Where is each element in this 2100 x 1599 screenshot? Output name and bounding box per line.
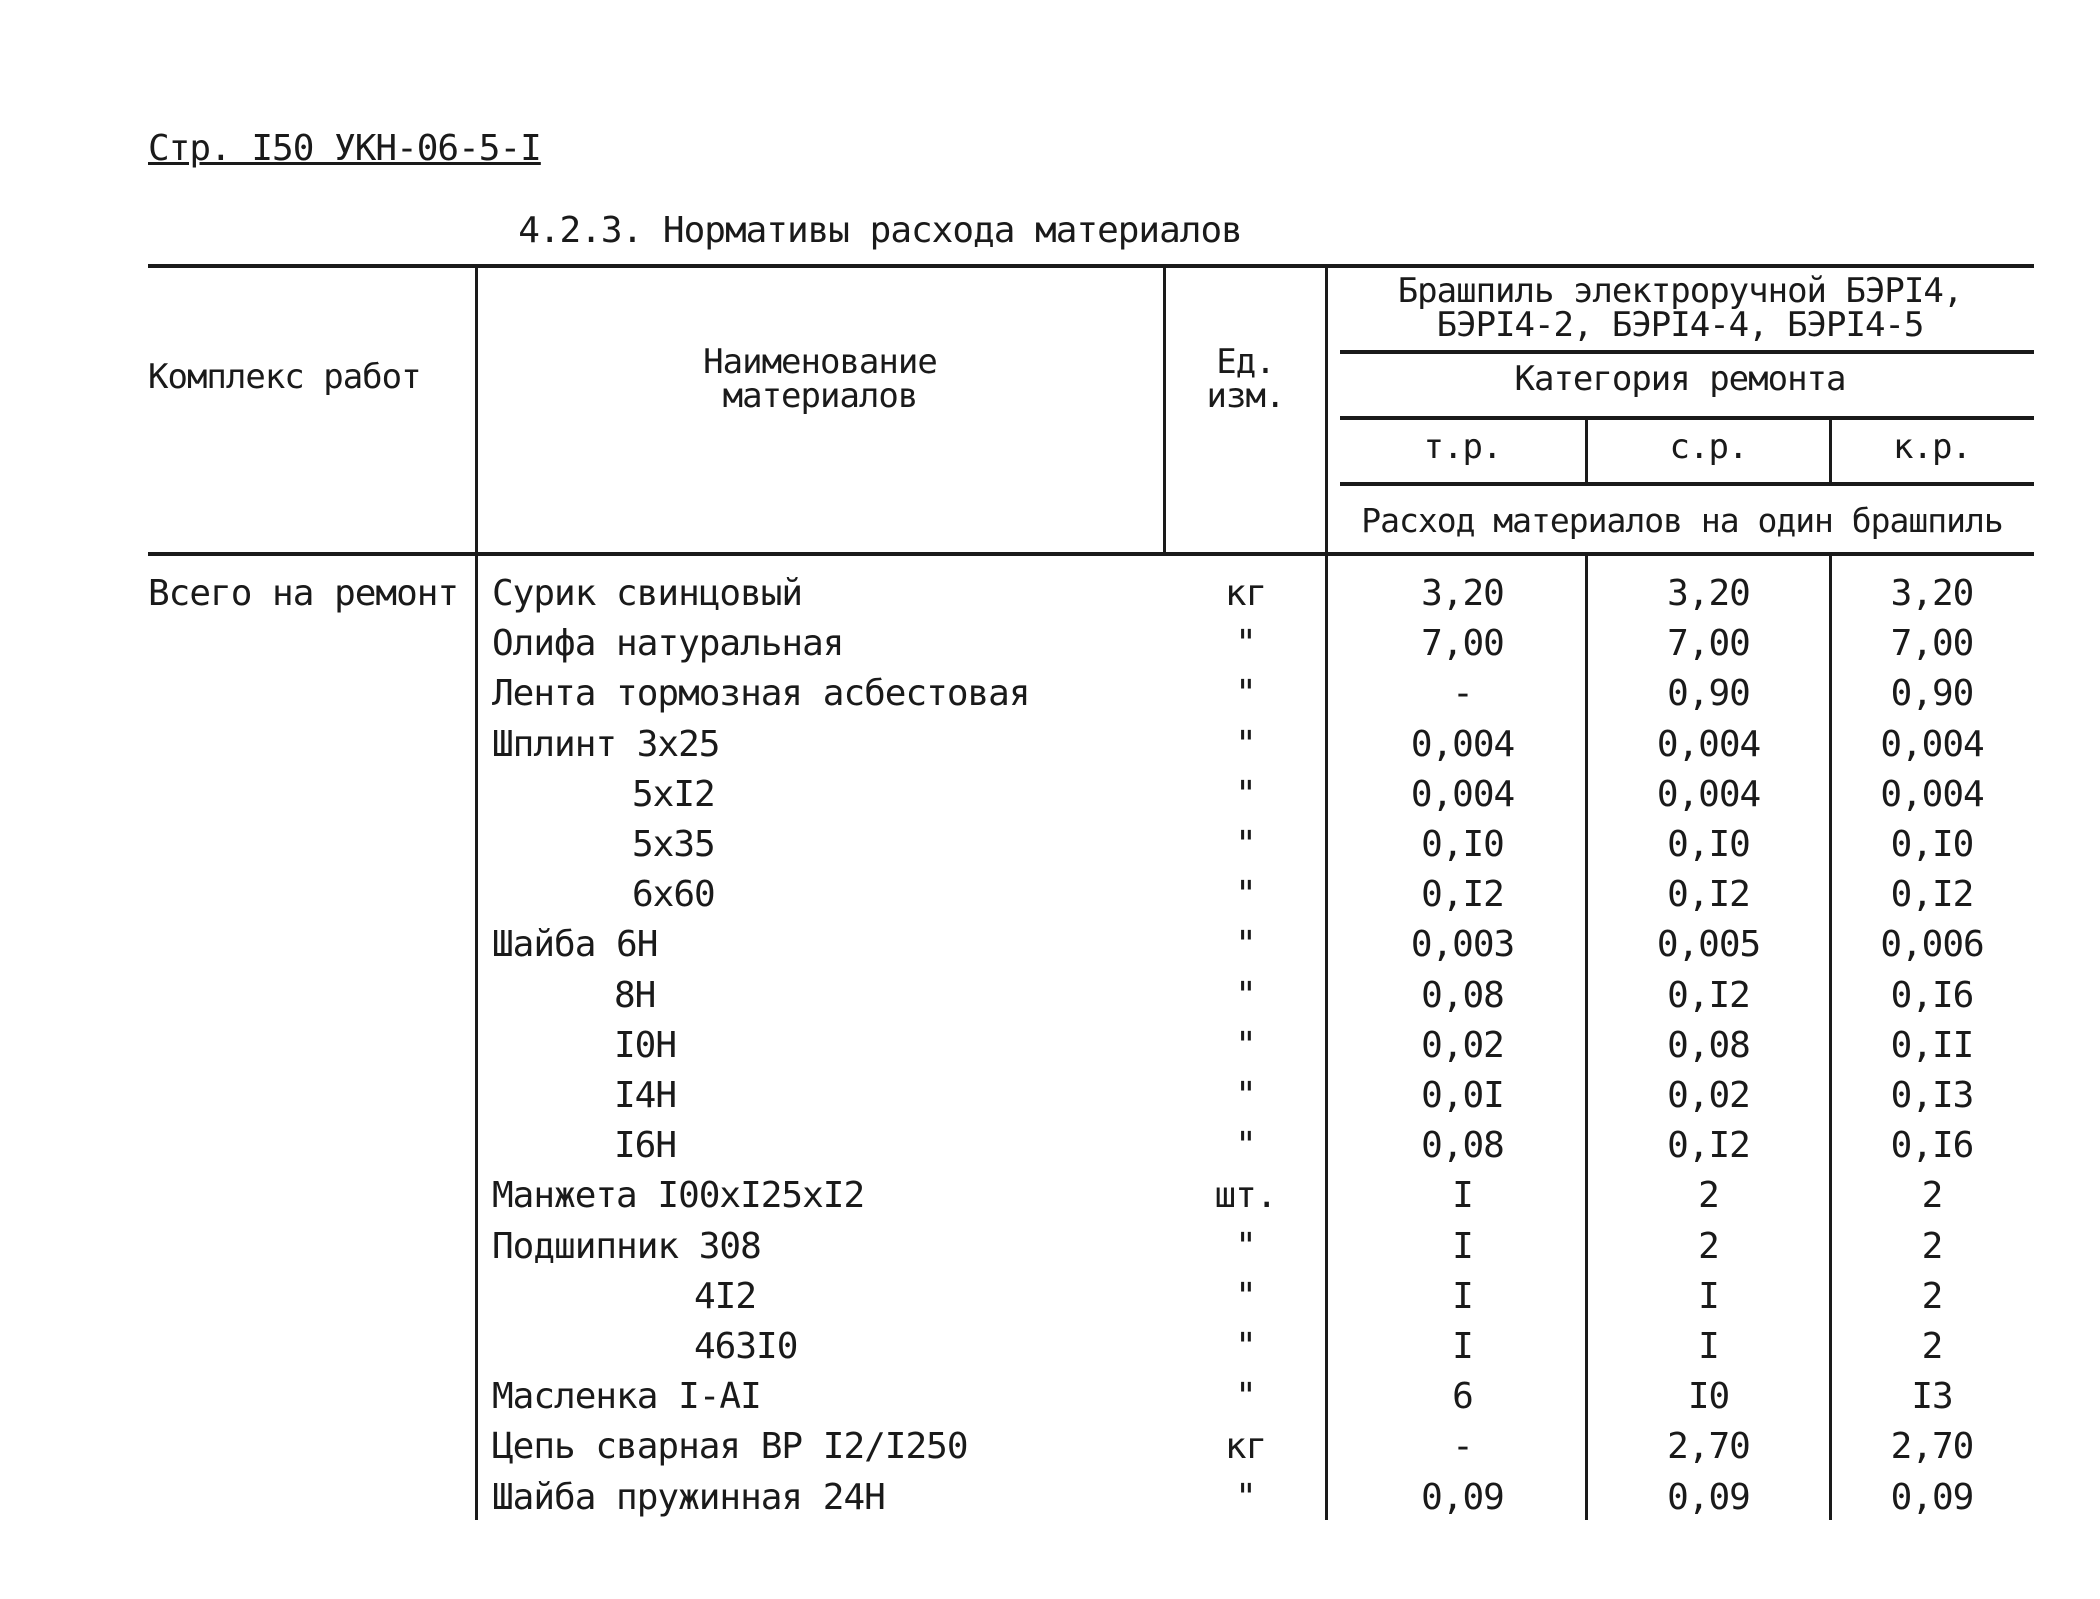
material-unit: кг: [1224, 573, 1267, 614]
equipment-rule: [1340, 350, 2034, 354]
material-unit: ": [1235, 1075, 1256, 1116]
value-sr: 3,20: [1667, 573, 1750, 614]
value-kr: 0,I6: [1890, 1125, 1974, 1166]
value-sr: 0,I2: [1667, 975, 1750, 1016]
material-name: 8Н: [614, 975, 656, 1016]
complex-value: Всего на ремонт: [148, 573, 459, 614]
header-material-name: [480, 342, 1160, 416]
header-repair-category: Категория ремонта: [1514, 359, 1846, 399]
header-equipment: [1330, 271, 2030, 345]
value-tr: I: [1452, 1326, 1473, 1367]
material-unit: ": [1235, 1376, 1256, 1417]
material-unit: ": [1235, 1477, 1256, 1518]
value-tr: 0,09: [1421, 1477, 1504, 1518]
value-sr: 0,004: [1656, 774, 1761, 815]
header-equipment-line2: БЭРI4-2, БЭРI4-4, БЭРI4-5: [1436, 305, 1924, 345]
material-name: Цепь сварная ВР I2/I250: [492, 1426, 968, 1467]
material-name: Манжета I00хI25хI2: [492, 1175, 865, 1216]
value-sr: 7,00: [1667, 623, 1750, 664]
value-kr: I3: [1911, 1376, 1953, 1417]
header-unit: [1168, 342, 1323, 416]
value-sr: 0,08: [1667, 1025, 1750, 1066]
material-unit: ": [1235, 1276, 1256, 1317]
header-consumption: Расход материалов на один брашпиль: [1361, 501, 2003, 540]
header-sr: с.р.: [1669, 427, 1748, 467]
table-top-rule: [148, 264, 2034, 268]
value-kr: 7,00: [1890, 623, 1974, 664]
header-material-name-line2: материалов: [722, 376, 918, 416]
value-tr: 7,00: [1421, 623, 1504, 664]
header-tr: т.р.: [1423, 427, 1502, 467]
header-kr: к.р.: [1893, 427, 1971, 467]
value-sr: 0,09: [1667, 1477, 1750, 1518]
material-unit: ": [1235, 975, 1256, 1016]
header-equipment-line1: Брашпиль электроручной БЭРI4,: [1397, 271, 1963, 311]
value-tr: 0,004: [1410, 774, 1515, 815]
col-divider-unit: [1325, 266, 1328, 1520]
material-unit: ": [1235, 673, 1256, 714]
header-unit-line2: изм.: [1206, 376, 1285, 416]
material-name: I6Н: [614, 1125, 677, 1166]
value-kr: 0,I3: [1890, 1075, 1974, 1116]
material-unit: кг: [1224, 1426, 1267, 1467]
material-name: 463I0: [694, 1326, 798, 1367]
value-sr: 2: [1698, 1175, 1719, 1216]
material-unit: ": [1235, 874, 1256, 915]
material-unit: ": [1235, 1125, 1256, 1166]
value-kr: 2: [1921, 1276, 1943, 1317]
value-sr: 0,004: [1656, 724, 1761, 765]
value-tr: 0,02: [1421, 1025, 1504, 1066]
material-unit: ": [1235, 1226, 1256, 1267]
material-name: Лента тормозная асбестовая: [492, 673, 1030, 714]
value-sr: I0: [1687, 1376, 1730, 1417]
value-tr: 0,I0: [1421, 824, 1504, 865]
value-kr: 2,70: [1890, 1426, 1974, 1467]
value-tr: 0,I2: [1421, 874, 1504, 915]
value-kr: 0,90: [1890, 673, 1974, 714]
value-sr: I: [1698, 1276, 1719, 1317]
header-bottom-rule: [148, 552, 2034, 556]
value-tr: 0,003: [1410, 924, 1515, 965]
material-name: 5х35: [632, 824, 715, 865]
material-unit: ": [1235, 1326, 1256, 1367]
material-unit: ": [1235, 724, 1256, 765]
header-unit-line1: Ед.: [1216, 342, 1275, 382]
value-kr: 0,II: [1890, 1025, 1974, 1066]
material-name: Шайба 6Н: [492, 924, 658, 965]
section-title: 4.2.3. Нормативы расхода материалов: [518, 210, 1242, 251]
material-name: 5хI2: [632, 774, 715, 815]
value-tr: 0,08: [1421, 1125, 1504, 1166]
value-tr: 0,004: [1410, 724, 1515, 765]
value-tr: I: [1452, 1175, 1473, 1216]
value-sr: 0,005: [1656, 924, 1761, 965]
value-sr: 2,70: [1667, 1426, 1750, 1467]
header-complex: Комплекс работ: [148, 357, 421, 397]
category-rule: [1340, 416, 2034, 420]
value-kr: 0,006: [1880, 924, 1984, 965]
col-divider-complex: [475, 266, 478, 1520]
value-tr: I: [1452, 1276, 1473, 1317]
value-tr: I: [1452, 1226, 1473, 1267]
col-divider-name: [1163, 266, 1166, 552]
value-kr: 2: [1921, 1326, 1943, 1367]
value-tr: 0,0I: [1421, 1075, 1504, 1116]
material-unit: ": [1235, 774, 1256, 815]
value-kr: 0,I0: [1890, 824, 1974, 865]
page-reference: Стр. I50 УКН-06-5-I: [148, 128, 541, 169]
value-kr: 0,I6: [1890, 975, 1974, 1016]
value-kr: 0,004: [1880, 774, 1984, 815]
value-kr: 0,I2: [1890, 874, 1974, 915]
material-unit: ": [1235, 623, 1256, 664]
value-kr: 2: [1921, 1226, 1943, 1267]
material-name: Шайба пружинная 24Н: [492, 1477, 885, 1518]
value-sr: 0,02: [1667, 1075, 1750, 1116]
material-name: Сурик свинцовый: [492, 573, 803, 614]
value-tr: -: [1452, 1426, 1473, 1467]
material-unit: ": [1235, 924, 1256, 965]
value-sr: 0,I2: [1667, 1125, 1750, 1166]
material-unit: шт.: [1214, 1175, 1277, 1216]
value-tr: 0,08: [1421, 975, 1504, 1016]
material-name: I0Н: [614, 1025, 677, 1066]
value-tr: 3,20: [1421, 573, 1504, 614]
value-kr: 0,004: [1880, 724, 1984, 765]
value-kr: 3,20: [1890, 573, 1974, 614]
value-sr: 0,90: [1667, 673, 1750, 714]
material-name: 4I2: [694, 1276, 757, 1317]
material-name: 6х60: [632, 874, 715, 915]
value-sr: 2: [1698, 1226, 1719, 1267]
material-name: Масленка I-АI: [492, 1376, 761, 1417]
material-name: Шплинт 3х25: [492, 724, 720, 765]
value-tr: 6: [1452, 1376, 1473, 1417]
value-sr: 0,I0: [1667, 824, 1750, 865]
subheader-rule: [1340, 482, 2034, 486]
material-unit: ": [1235, 824, 1256, 865]
material-name: Подшипник 308: [492, 1226, 761, 1267]
material-unit: ": [1235, 1025, 1256, 1066]
value-sr: I: [1698, 1326, 1719, 1367]
header-material-name-line1: Наименование: [703, 342, 937, 382]
material-name: I4Н: [614, 1075, 677, 1116]
material-name: Олифа натуральная: [492, 623, 844, 664]
value-tr: -: [1452, 673, 1473, 714]
value-sr: 0,I2: [1667, 874, 1750, 915]
value-kr: 0,09: [1890, 1477, 1974, 1518]
value-kr: 2: [1921, 1175, 1943, 1216]
